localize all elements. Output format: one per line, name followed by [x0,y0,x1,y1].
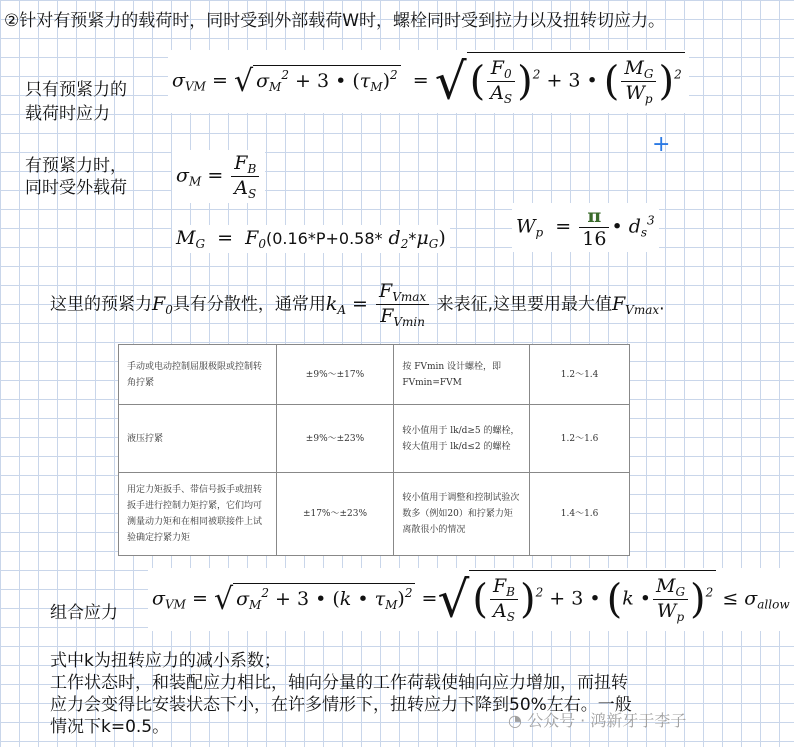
formula-von-mises-pretension: $\sigma_{VM}$ = √ $\sigma_M^2 + 3$ • $(\tau_M)^2$ = √( $\frac{F_0}{A_S}$ )$^2$ + 3 • ( $\frac{M_G}{W_p}$ )$^2$ [168,50,689,113]
heading: ②针对有预紧力的载荷时，同时受到外部载荷W时，螺栓同时受到拉力以及扭转切应力。 [4,11,666,31]
explain-line: 应力会变得比安装状态下小，在许多情形下，扭转应力下降到50%左右。一般 [50,695,632,715]
explain-line: 式中k为扭转应力的减小系数； [50,651,281,671]
dispersion-line: 这里的预紧力$F_0$具有分散性，通常用$k_A$ = $\frac{F_{Vmax}}{F_{Vmin}}$ 来表征,这里要用最大值$F_{Vmax}$. [50,280,665,329]
table-cell: 按 FVmin 设计螺栓，即 FVmin=FVM [394,345,530,405]
label-pretension-only [25,78,127,126]
formula-combined-stress: $\sigma_{VM}$ = √ $\sigma_M^2 + 3$ • (k • $\tau_M)^2$ =√( $\frac{F_B}{A_S}$ )$^2$ + 3 • (k • $\frac{M_G}{W_p}$ )$^2 \le \sigma_{allow}$ [148,568,794,631]
table-cell: 用定力矩扳手、带信号扳手或扭转扳手进行控制力矩拧紧，它们均可测量动力矩和在相同被联接件上试验确定拧紧力矩 [119,473,277,556]
table-cell: ±9%～±17% [276,345,394,405]
watermark [508,708,686,731]
explain-line: 情况下k=0.5。 [50,717,170,737]
dispersion-text-a: 这里的预紧力 [50,294,152,315]
label-line-1: 有预紧力时， [25,156,127,176]
table-cell: 较小值用于 lk/d≥5 的螺栓，较大值用于 lk/d≤2 的螺栓 [394,405,530,473]
table-row [119,473,630,556]
explain-line: 工作状态时，和装配应力相比，轴向分量的工作荷载使轴向应力增加，而扭转 [50,673,628,693]
table-cell: 1.2～1.6 [530,405,630,473]
watermark-text: 公众号 · 鸿新牙于李子 [527,711,687,730]
formula-sigma-m: $\sigma_M$ = $\frac{F_B}{A_S}$ [172,150,265,203]
wechat-icon: ◔ [508,711,522,730]
label-line-1: 只有预紧力的 [25,80,127,100]
label-line-2: 同时受外载荷 [25,178,127,198]
crosshair-icon: + [652,132,671,157]
table-cell: 1.2～1.4 [530,345,630,405]
table-cell: ±9%～±23% [276,405,394,473]
table-cell: 手动或电动控制屈服极限或控制转角拧紧 [119,345,277,405]
tightening-method-table [118,344,630,556]
table-cell: ±17%～±23% [276,473,394,556]
label-with-external-load [25,155,127,199]
dispersion-text-c: 来表征,这里要用最大值 [436,294,612,315]
combined-stress-label: 组合应力 [50,603,118,623]
table-cell: 较小值用于调整和控制试验次数多（例如20）和拧紧力矩离散很小的情况 [394,473,530,556]
formula-wp: $W_p$ = $\frac{\pi}{16}$ • $d_s^3$ [512,203,659,252]
label-line-2: 载荷时应力 [25,104,110,124]
allow-subscript: allow [757,597,790,612]
table-cell: 1.4～1.6 [530,473,630,556]
formula-mg: $M_G = F_0(0.16*P+0.58*$ $d_2*\mu_G$) [172,225,450,253]
dispersion-text-b: 具有分散性，通常用 [172,294,326,315]
table-row [119,405,630,473]
table-cell: 液压拧紧 [119,405,277,473]
table-row [119,345,630,405]
